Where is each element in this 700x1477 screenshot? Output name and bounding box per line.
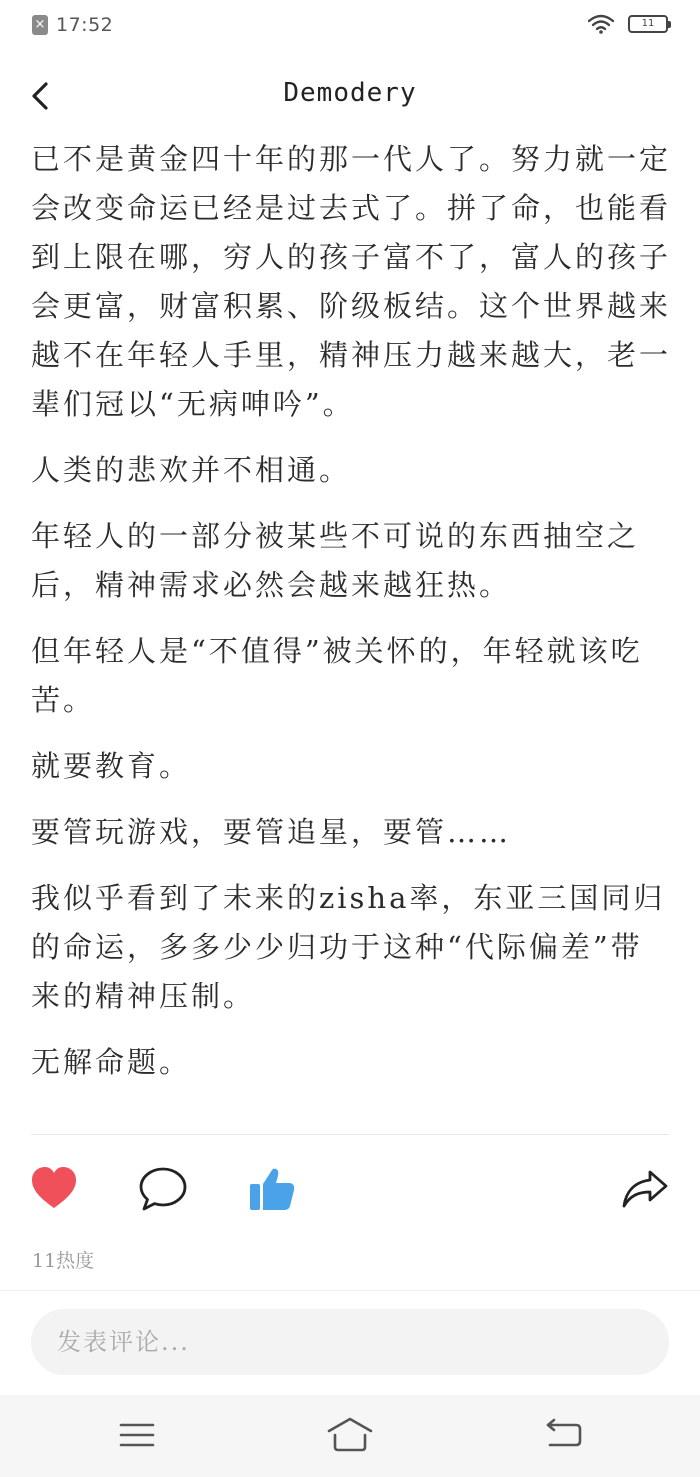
- back-nav-button[interactable]: [544, 1413, 584, 1461]
- wifi-icon: [588, 14, 614, 34]
- comment-button[interactable]: [138, 1166, 188, 1216]
- nav-bar: [0, 64, 700, 134]
- home-button[interactable]: [326, 1413, 374, 1461]
- status-time: 17:52: [56, 14, 114, 36]
- home-icon: [326, 1413, 374, 1457]
- page-title: Demodery: [283, 78, 417, 108]
- article-paragraph: 但年轻人是“不值得”被关怀的，年轻就该吃苦。: [31, 634, 643, 717]
- article-body: [31, 135, 671, 1104]
- article-paragraph: 已不是黄金四十年的那一代人了。努力就一定会改变命运已经是过去式了。拼了命，也能看到上限在哪，穷人的孩子富不了，富人的孩子会更富，财富积累、阶级板结。这个世界越来越不在年轻人手里，精神压力越来越大，老一辈们冠以“无病呻吟”。: [31, 142, 672, 421]
- return-icon: [544, 1413, 584, 1457]
- heat-count: 11热度: [32, 1250, 95, 1272]
- battery-level: 11: [641, 18, 655, 29]
- thumbs-up-icon: [248, 1166, 296, 1212]
- article-paragraph: 无解命题。: [31, 1045, 192, 1079]
- article-paragraph: 就要教育。: [31, 749, 192, 783]
- speech-bubble-icon: [138, 1166, 188, 1212]
- status-bar: [0, 0, 700, 54]
- like-button[interactable]: [30, 1166, 78, 1214]
- article-paragraph: 年轻人的一部分被某些不可说的东西抽空之后，精神需求必然会越来越狂热。: [31, 519, 640, 602]
- heart-icon: [30, 1166, 78, 1210]
- divider: [31, 1134, 669, 1135]
- system-nav-bar: [0, 1395, 700, 1477]
- share-arrow-icon: [620, 1166, 670, 1212]
- menu-button[interactable]: [118, 1413, 156, 1461]
- menu-icon: [118, 1413, 156, 1457]
- notification-x-icon: ×: [32, 15, 48, 35]
- status-left: [32, 14, 113, 36]
- article-paragraph: 人类的悲欢并不相通。: [31, 453, 352, 487]
- comment-area: [0, 1290, 700, 1395]
- comment-input[interactable]: 发表评论...: [31, 1309, 669, 1375]
- action-bar: [0, 1160, 700, 1224]
- share-button[interactable]: [620, 1166, 670, 1216]
- thumbs-up-button[interactable]: [248, 1166, 296, 1216]
- article-paragraph: 要管玩游戏，要管追星，要管……: [31, 815, 512, 849]
- article-paragraph: 我似乎看到了未来的zisha率，东亚三国同归的命运，多多少少归功于这种“代际偏差”带来的精神压制。: [31, 881, 666, 1013]
- battery-icon: [628, 15, 668, 33]
- status-right: [588, 14, 668, 34]
